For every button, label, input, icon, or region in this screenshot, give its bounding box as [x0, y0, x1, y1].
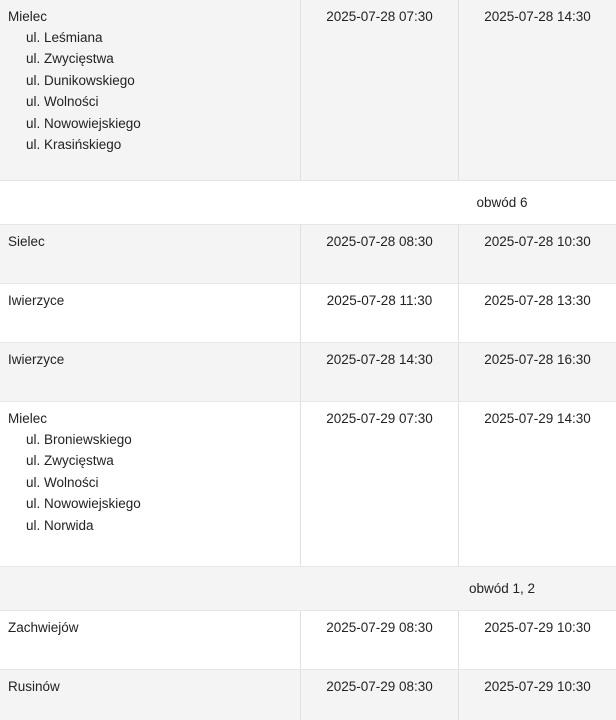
start-time-cell: [300, 343, 458, 401]
place-name: Sielec: [8, 234, 45, 249]
start-time: 2025-07-28 14:30: [326, 352, 433, 367]
start-time-cell: [300, 670, 458, 720]
end-time: 2025-07-28 13:30: [484, 293, 591, 308]
place-name: Iwierzyce: [8, 352, 65, 367]
end-time: 2025-07-28 16:30: [484, 352, 591, 367]
start-time: 2025-07-29 07:30: [326, 411, 433, 426]
end-time: 2025-07-29 14:30: [484, 411, 591, 426]
location-cell: [0, 611, 300, 669]
location-cell: [0, 284, 300, 342]
location-cell: [0, 343, 300, 401]
section-header-row: [0, 567, 616, 611]
end-time-cell: [458, 0, 616, 180]
start-time-cell: [300, 225, 458, 283]
location-cell: [0, 0, 300, 180]
start-time: 2025-07-28 08:30: [326, 234, 433, 249]
location-cell: [0, 670, 300, 720]
end-time-cell: [458, 343, 616, 401]
end-time-cell: [458, 402, 616, 566]
end-time-cell: [458, 284, 616, 342]
end-time-cell: [458, 670, 616, 720]
table-row: [0, 225, 616, 284]
start-time-cell: [300, 402, 458, 566]
start-time: 2025-07-29 08:30: [326, 620, 433, 635]
start-time-cell: [300, 611, 458, 669]
start-time: 2025-07-28 11:30: [326, 293, 433, 308]
start-time-cell: [300, 284, 458, 342]
street-item: ul. Krasińskiego: [26, 137, 122, 153]
street-item: ul. Zwycięstwa: [26, 453, 114, 469]
street-list: [8, 27, 300, 155]
place-name: Zachwiejów: [8, 620, 79, 635]
table-row: [0, 0, 616, 181]
start-time-cell: [300, 0, 458, 180]
street-item: ul. Zwycięstwa: [26, 51, 114, 67]
street-item: ul. Wolności: [26, 474, 99, 490]
street-item: ul. Nowowiejskiego: [26, 115, 141, 131]
start-time: 2025-07-28 07:30: [326, 9, 433, 24]
district-label: obwód 6: [476, 195, 528, 210]
start-time: 2025-07-29 08:30: [326, 679, 433, 694]
district-label: obwód 1, 2: [468, 581, 536, 596]
street-list: [8, 429, 300, 536]
end-time: 2025-07-29 10:30: [484, 679, 591, 694]
section-header-row: [0, 181, 616, 225]
street-item: ul. Leśmiana: [26, 30, 103, 45]
place-name: Iwierzyce: [8, 293, 65, 308]
place-name: Rusinów: [8, 679, 60, 694]
table-row: [0, 284, 616, 343]
table-row: [0, 343, 616, 402]
end-time: 2025-07-28 10:30: [484, 234, 591, 249]
street-item: ul. Wolności: [26, 94, 99, 110]
place-name: Mielec: [8, 411, 48, 426]
street-item: ul. Broniewskiego: [26, 432, 132, 447]
end-time: 2025-07-28 14:30: [484, 9, 591, 24]
location-cell: [0, 402, 300, 566]
table-row: [0, 402, 616, 567]
place-name: Mielec: [8, 9, 48, 24]
end-time-cell: [458, 225, 616, 283]
street-item: ul. Dunikowskiego: [26, 72, 135, 88]
location-cell: [0, 225, 300, 283]
street-item: ul. Nowowiejskiego: [26, 496, 141, 512]
table-row: [0, 611, 616, 670]
end-time: 2025-07-29 10:30: [484, 620, 591, 635]
end-time-cell: [458, 611, 616, 669]
table-row: [0, 670, 616, 720]
street-item: ul. Norwida: [26, 517, 94, 533]
